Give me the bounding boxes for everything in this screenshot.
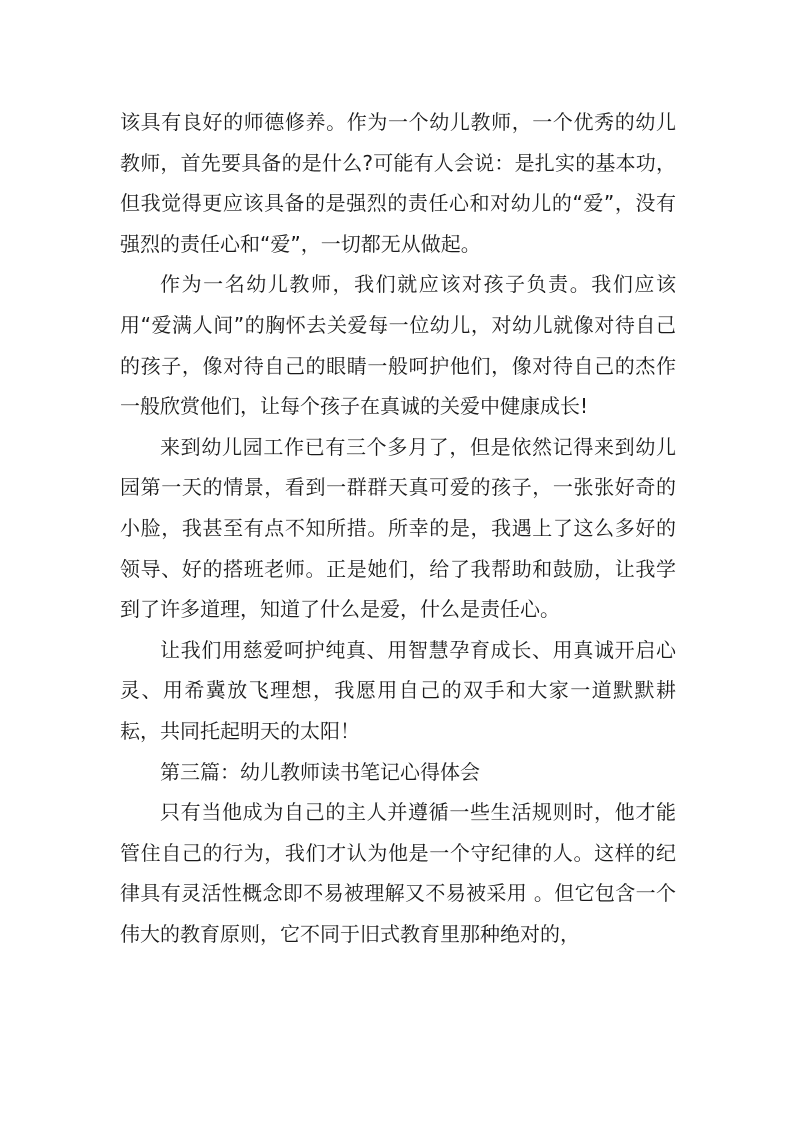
paragraph-4: 让我们用慈爱呵护纯真、用智慧孕育成长、用真诚开启心灵、用希冀放飞理想，我愿用自己的双手和大家一道默默耕耘，共同托起明天的太阳！ (120, 637, 676, 743)
paragraph-1: 该具有良好的师德修养。作为一个幼儿教师，一个优秀的幼儿教师，首先要具备的是什么?可能有人会说：是扎实的基本功，但我觉得更应该具备的是强烈的责任心和对幼儿的“爱”，没有强烈的责任心和“爱”，一切都无从做起。 (120, 110, 676, 256)
document-body (120, 102, 676, 954)
paragraph-2: 作为一名幼儿教师，我们就应该对孩子负责。我们应该用“爱满人间”的胸怀去关爱每一位幼儿，对幼儿就像对待自己的孩子，像对待自己的眼睛一般呵护他们，像对待自己的杰作一般欣赏他们，让每个孩子在真诚的关爱中健康成长! (120, 272, 676, 419)
paragraph-3: 来到幼儿园工作已有三个多月了，但是依然记得来到幼儿园第一天的情景，看到一群群天真可爱的孩子，一张张好奇的小脸，我甚至有点不知所措。所幸的是，我遇上了这么多好的领导、好的搭班老师。正是她们，给了我帮助和鼓励，让我学到了许多道理，知道了什么是爱，什么是责任心。 (120, 434, 676, 622)
section-heading: 第三篇：幼儿教师读书笔记心得体会 (160, 759, 480, 784)
paragraph-5: 只有当他成为自己的主人并遵循一些生活规则时，他才能管住自己的行为，我们才认为他是一个守纪律的人。这样的纪律具有灵活性概念即不易被理解又不易被采用 。但它包含一个伟大的教育原则，它不同于旧式教育里那种绝对的， (120, 800, 676, 946)
